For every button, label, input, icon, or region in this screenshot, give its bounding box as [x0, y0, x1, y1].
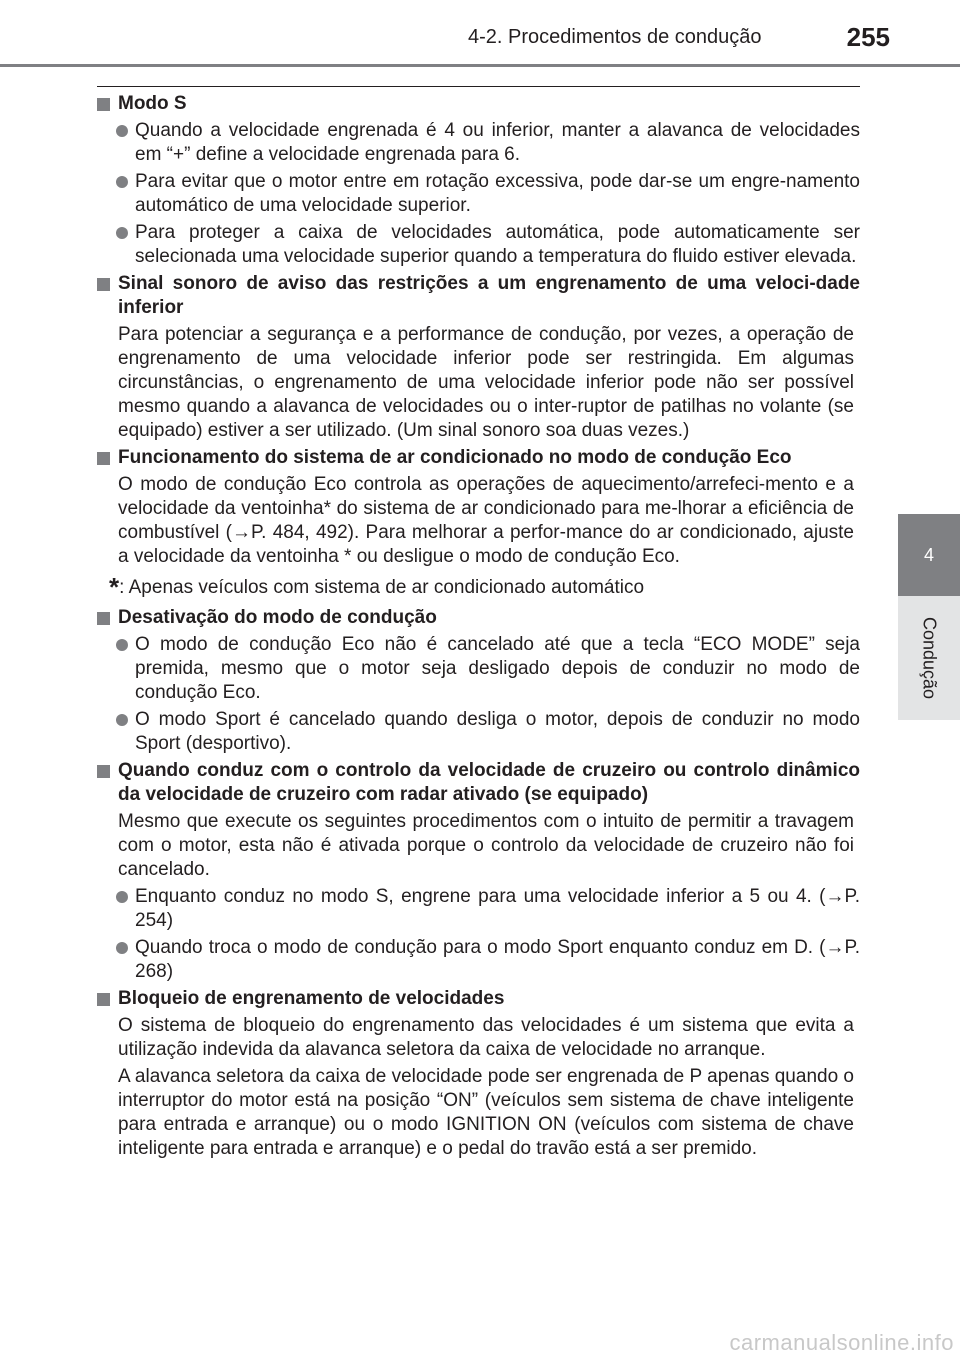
bullet-item: Quando troca o modo de condução para o modo Sport enquanto conduz em D. (→P. 268) [97, 936, 860, 984]
section-title: Funcionamento do sistema de ar condicionado no modo de condução Eco [97, 446, 860, 470]
bullet-item: O modo Sport é cancelado quando desliga o motor, depois de conduzir no modo Sport (desportivo). [97, 708, 860, 756]
circle-bullet-icon [116, 639, 128, 651]
section-cruise-control [97, 759, 860, 984]
bullet-item: Enquanto conduz no modo S, engrene para uma velocidade inferior a 5 ou 4. (→P. 254) [97, 885, 860, 933]
header-section-title: 4-2. Procedimentos de condução [468, 26, 762, 48]
circle-bullet-icon [116, 891, 128, 903]
section-title: Modo S [97, 92, 860, 116]
bullet-item: Quando a velocidade engrenada é 4 ou inferior, manter a alavanca de velocidades em “+” define a velocidade engrenada para 6. [97, 119, 860, 167]
square-bullet-icon [97, 765, 110, 778]
bullet-item: Para proteger a caixa de velocidades automática, pode automaticamente ser selecionada uma velocidade superior quando a temperatura do fluido estiver elevada. [97, 221, 860, 269]
circle-bullet-icon [116, 227, 128, 239]
section-paragraph: O sistema de bloqueio do engrenamento das velocidades é um sistema que evita a utilização indevida da alavanca seletora da caixa de velocidade no arranque. [118, 1015, 854, 1060]
chapter-tab-label [898, 596, 960, 720]
chapter-tab-label-text: Condução [919, 616, 940, 700]
page-content [97, 92, 860, 1164]
section-title: Quando conduz com o controlo da velocidade de cruzeiro ou controlo dinâmico da velocidade de cruzeiro com radar ativado (se equipado) [97, 759, 860, 807]
section-paragraph: A alavanca seletora da caixa de velocidade pode ser engrenada de P apenas quando o interruptor do motor está na posição “ON” (veículos sem sistema de chave inteligente para entrada e arranque) ou o modo IGNITION ON (veículos com sistema de chave inteligente para entrada e arranque) e o pedal do travão está a ser premido. [118, 1066, 854, 1159]
section-downshift-warning [97, 272, 860, 443]
section-paragraph: Para potenciar a segurança e a performance de condução, por vezes, a operação de engrenamento de uma velocidade inferior pode ser restringida. Em algumas circunstâncias, o engrenamento de uma velocidade inferior pode não ser possível mesmo quando a alavanca de velocidades ou o inter-ruptor de patilhas no volante (se equipado) estiver a ser utilizado. (Um sinal sonoro soa duas vezes.) [118, 324, 854, 441]
footnote [97, 572, 860, 600]
footnote-text: : Apenas veículos com sistema de ar condicionado automático [119, 577, 645, 598]
section-title: Bloqueio de engrenamento de velocidades [97, 987, 860, 1011]
content-top-rule [97, 86, 860, 87]
page-number: 255 [846, 22, 890, 52]
section-title: Desativação do modo de condução [97, 606, 860, 630]
header-rule [0, 64, 960, 67]
square-bullet-icon [97, 612, 110, 625]
square-bullet-icon [97, 278, 110, 291]
square-bullet-icon [97, 452, 110, 465]
circle-bullet-icon [116, 125, 128, 137]
section-title: Sinal sonoro de aviso das restrições a um engrenamento de uma veloci-dade inferior [97, 272, 860, 320]
circle-bullet-icon [116, 714, 128, 726]
square-bullet-icon [97, 993, 110, 1006]
section-paragraph: O modo de condução Eco controla as operações de aquecimento/arrefeci-mento e a velocidade da ventoinha* do sistema de ar condicionado para me-lhorar a eficiência de combustível (→P. 484, 492). Para melhorar a perfor-mance do ar condicionado, ajuste a velocidade da ventoinha * ou desligue o modo de condução Eco. [118, 474, 854, 567]
circle-bullet-icon [116, 942, 128, 954]
chapter-tab-number: 4 [898, 514, 960, 596]
bullet-item: O modo de condução Eco não é cancelado até que a tecla “ECO MODE” seja premida, mesmo que o motor seja desligado depois de conduzir no modo de condução Eco. [97, 633, 860, 705]
square-bullet-icon [97, 98, 110, 111]
watermark-text: carmanualsonline.info [729, 1330, 954, 1355]
section-modo-s [97, 92, 860, 269]
bullet-item: Para evitar que o motor entre em rotação excessiva, pode dar-se um engre-namento automático de uma velocidade superior. [97, 170, 860, 218]
section-deactivation [97, 606, 860, 756]
section-shift-lock [97, 987, 860, 1161]
section-paragraph: Mesmo que execute os seguintes procedimentos com o intuito de permitir a travagem com o motor, esta não é ativada porque o controlo da velocidade de cruzeiro não foi cancelado. [118, 811, 854, 880]
footnote-mark: * [109, 572, 120, 602]
circle-bullet-icon [116, 176, 128, 188]
section-eco-air-conditioning [97, 446, 860, 600]
